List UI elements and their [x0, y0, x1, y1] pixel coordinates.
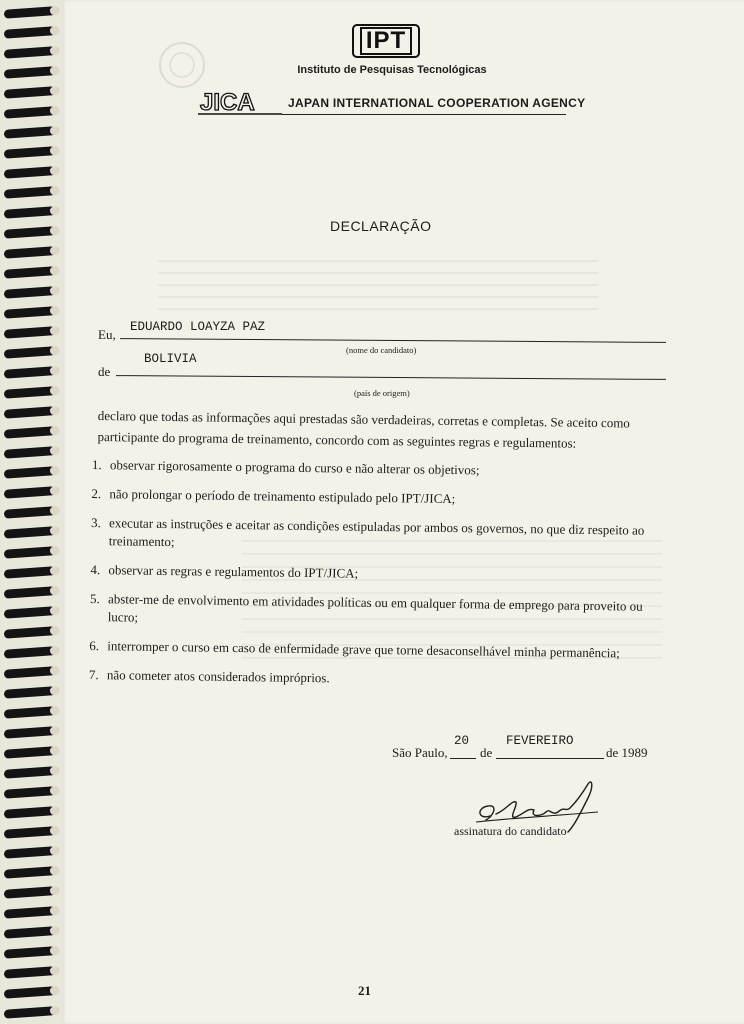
- binding-ring: [4, 206, 55, 218]
- binding-ring: [4, 6, 55, 18]
- rule-item: [91, 485, 667, 511]
- binding-ring: [4, 306, 55, 318]
- country-label: de: [98, 364, 111, 379]
- jica-logo-text: JICA: [200, 89, 255, 116]
- rule-item: [91, 514, 667, 558]
- binding-ring: [4, 166, 55, 178]
- jica-logo: [198, 88, 282, 116]
- binding-ring: [4, 826, 55, 838]
- rule-number: 5.: [89, 590, 100, 607]
- rule-text: observar rigorosamente o programa do curso e não alterar os objetivos;: [109, 457, 480, 478]
- day-value: 20: [454, 734, 470, 748]
- binding-ring: [4, 246, 55, 258]
- binding-ring: [4, 986, 55, 998]
- spiral-binding: [0, 0, 62, 1024]
- binding-ring: [4, 186, 55, 198]
- name-label: Eu,: [98, 327, 116, 342]
- name-caption: (nome do candidato): [346, 345, 417, 355]
- binding-ring: [4, 846, 55, 858]
- rule-text: abster-me de envolvimento em atividades políticas ou em qualquer forma de emprego para proveito ou lucro;: [107, 591, 643, 625]
- country-caption: (país de origem): [354, 388, 410, 398]
- binding-ring: [4, 426, 55, 438]
- ipt-logo-text: IPT: [360, 27, 412, 55]
- country-line: [116, 375, 666, 380]
- agency-name: JAPAN INTERNATIONAL COOPERATION AGENCY: [288, 96, 586, 110]
- binding-ring: [4, 926, 55, 938]
- binding-ring: [4, 726, 55, 738]
- binding-ring: [4, 526, 55, 538]
- binding-ring: [4, 346, 55, 358]
- document-title: DECLARAÇÃO: [330, 218, 432, 234]
- bleed-through-block: [158, 260, 598, 320]
- binding-ring: [4, 466, 55, 478]
- binding-ring: [4, 746, 55, 758]
- rule-text: executar as instruções e aceitar as condições estipuladas por ambos os governos, no que diz respeito ao treinamento;: [108, 515, 645, 550]
- binding-ring: [4, 626, 55, 638]
- binding-ring: [4, 106, 55, 118]
- binding-ring: [4, 806, 55, 818]
- binding-ring: [4, 386, 55, 398]
- rules-list: [89, 456, 668, 703]
- rule-text: não prolongar o período de treinamento estipulado pelo IPT/JICA;: [109, 486, 456, 507]
- rule-item: [89, 666, 665, 692]
- name-value: EDUARDO LOAYZA PAZ: [130, 320, 266, 334]
- binding-ring: [4, 546, 55, 558]
- binding-ring: [4, 706, 55, 718]
- binding-ring: [4, 666, 55, 678]
- binding-ring: [4, 446, 55, 458]
- binding-ring: [4, 266, 55, 278]
- binding-ring: [4, 686, 55, 698]
- binding-ring: [4, 966, 55, 978]
- signature-caption: assinatura do candidato: [454, 824, 567, 838]
- binding-ring: [4, 286, 55, 298]
- binding-ring: [4, 146, 55, 158]
- date-row: [392, 734, 662, 760]
- intro-paragraph: declaro que todas as informações aqui prestadas são verdadeiras, corretas e completas. Se aceito como participante do programa de treinamento, concordo com as seguintes regras e regulamentos:: [97, 407, 630, 451]
- binding-ring: [4, 46, 55, 58]
- binding-ring: [4, 226, 55, 238]
- rule-item: [89, 637, 665, 663]
- rule-text: interromper o curso em caso de enfermidade grave que torne desaconselhável minha permanência;: [107, 638, 620, 661]
- binding-ring: [4, 866, 55, 878]
- rule-text: não cometer atos considerados impróprios.: [106, 667, 330, 686]
- rule-text: observar as regras e regulamentos do IPT/JICA;: [108, 562, 359, 581]
- binding-ring: [4, 906, 55, 918]
- rule-number: 3.: [90, 514, 101, 531]
- binding-ring: [4, 326, 55, 338]
- rule-number: 2.: [91, 485, 102, 502]
- rule-number: 1.: [91, 456, 102, 473]
- binding-ring: [4, 406, 55, 418]
- binding-ring: [4, 646, 55, 658]
- binding-ring: [4, 126, 55, 138]
- document-page: [62, 0, 744, 1024]
- month-line: [496, 758, 604, 759]
- year-text: de 1989: [606, 745, 648, 760]
- binding-ring: [4, 86, 55, 98]
- rule-number: 4.: [90, 561, 101, 578]
- rule-item: [92, 456, 668, 482]
- page-number: 21: [358, 983, 371, 998]
- binding-ring: [4, 886, 55, 898]
- day-line: [450, 758, 476, 759]
- binding-ring: [4, 366, 55, 378]
- header-rule: [282, 114, 566, 115]
- institute-name: Instituto de Pesquisas Tecnológicas: [297, 64, 487, 76]
- binding-ring: [4, 66, 55, 78]
- binding-ring: [4, 26, 55, 38]
- country-value: BOLIVIA: [144, 352, 197, 366]
- binding-ring: [4, 766, 55, 778]
- name-line: [120, 338, 666, 343]
- binding-ring: [4, 586, 55, 598]
- ipt-logo: [352, 24, 420, 58]
- binding-ring: [4, 1006, 55, 1018]
- binding-ring: [4, 946, 55, 958]
- binding-ring: [4, 506, 55, 518]
- de-text: de: [480, 745, 493, 760]
- binding-ring: [4, 606, 55, 618]
- rule-number: 6.: [89, 637, 100, 654]
- binding-ring: [4, 786, 55, 798]
- rule-number: 7.: [88, 666, 99, 683]
- rule-item: [90, 590, 666, 634]
- place-text: São Paulo,: [392, 745, 448, 760]
- month-value: FEVEREIRO: [506, 734, 574, 748]
- binding-ring: [4, 486, 55, 498]
- binding-ring: [4, 566, 55, 578]
- rule-item: [90, 561, 666, 587]
